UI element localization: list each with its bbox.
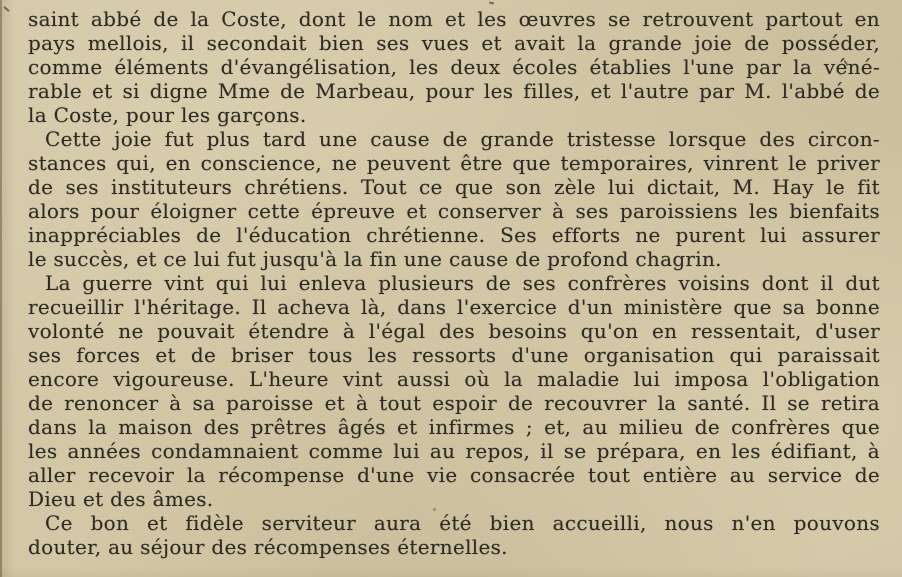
text-line: saint abbé de la Coste, dont le nom et les œuvres se retrouvent partout en (28, 7, 880, 31)
text-line: alors pour éloigner cette épreuve et conserver à ses paroissiens les bienfaits (28, 199, 880, 223)
paragraph (28, 511, 880, 559)
text-line: Cette joie fut plus tard une cause de grande tristesse lorsque des circon- (45, 127, 880, 151)
paper-speck (3, 6, 10, 12)
text-line: aller recevoir la récompense d'une vie consacrée tout entière au service de (28, 463, 880, 487)
text-line: les années condamnaient comme lui au repos, il se prépara, en les édifiant, à (28, 439, 880, 463)
text-line: de renoncer à sa paroisse et à tout espoir de recouvrer la santé. Il se retira (28, 391, 880, 415)
text-line: dans la maison des prêtres âgés et infirmes ; et, au milieu de confrères que (28, 415, 880, 439)
text-line: recueillir l'héritage. Il acheva là, dans l'exercice d'un ministère que sa bonne (28, 295, 880, 319)
text-line: inappréciables de l'éducation chrétienne. Ses efforts ne purent lui assurer (28, 223, 880, 247)
text-line: stances qui, en conscience, ne peuvent être que temporaires, vinrent le priver (28, 151, 880, 175)
paragraph (28, 127, 880, 271)
paragraph (28, 271, 880, 511)
text-line: encore vigoureuse. L'heure vint aussi où la maladie lui imposa l'obligation (28, 367, 880, 391)
text-line: le succès, et ce lui fut jusqu'à la fin une cause de profond chagrin. (28, 247, 722, 271)
text-line: Dieu et des âmes. (28, 487, 214, 511)
text-line: volonté ne pouvait étendre à l'égal des besoins qu'on en ressentait, d'user (28, 319, 880, 343)
text-line: de ses instituteurs chrétiens. Tout ce que son zèle lui dictait, M. Hay le fit (28, 175, 880, 199)
text-line: La guerre vint qui lui enleva plusieurs de ses confrères voisins dont il dut (45, 271, 880, 295)
text-line: Ce bon et fidèle serviteur aura été bien accueilli, nous n'en pouvons (45, 511, 880, 535)
paper-speck (489, 1, 494, 4)
text-line: ses forces et de briser tous les ressorts d'une organisation qui paraissait (28, 343, 880, 367)
text-line: rable et si digne Mme de Marbeau, pour les filles, et l'autre par M. l'abbé de (28, 79, 880, 103)
text-line: douter, au séjour des récompenses éternelles. (28, 535, 508, 559)
paragraph (28, 7, 880, 127)
text-block (28, 7, 880, 559)
text-line: comme éléments d'évangélisation, les deux écoles établies l'une par la véné- (28, 55, 880, 79)
page-left-edge-shadow (0, 0, 2, 577)
text-line: la Coste, pour les garçons. (28, 103, 307, 127)
text-line: pays mellois, il secondait bien ses vues et avait la grande joie de posséder, (28, 31, 880, 55)
